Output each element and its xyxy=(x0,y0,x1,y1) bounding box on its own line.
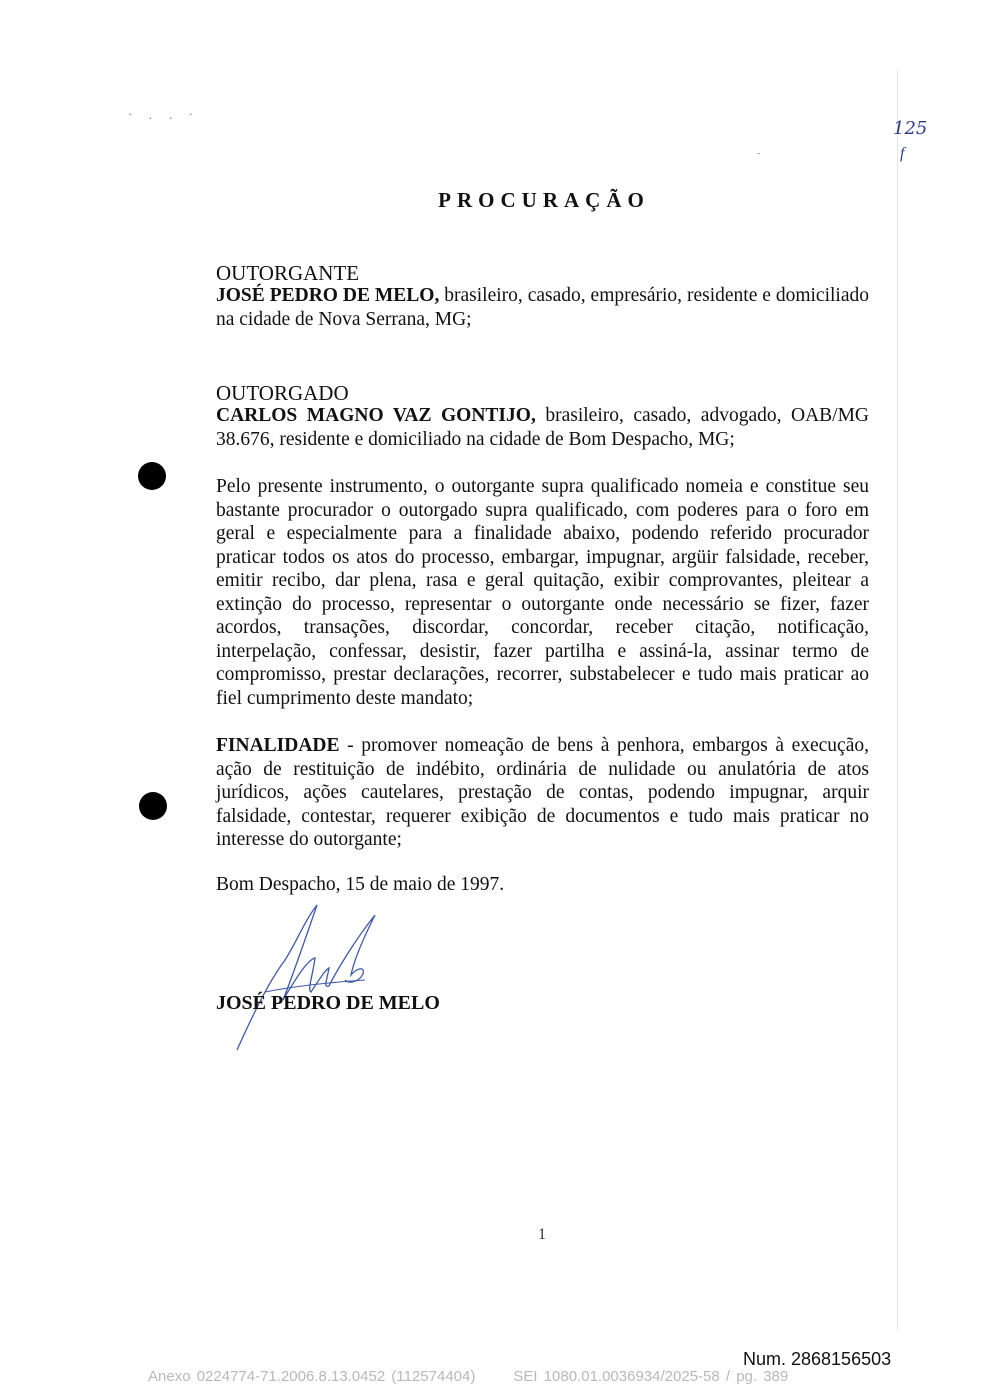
document-number: Num. 2868156503 xyxy=(743,1349,892,1369)
outorgado-text: brasileiro, casado, advogado, OAB/MG 38.676, residente e domiciliado na cidade de Bom Despacho, MG; xyxy=(216,405,870,450)
corner-ticks: ` · · ´ xyxy=(128,112,200,127)
handwritten-signature xyxy=(225,900,395,1060)
scan-edge-line xyxy=(897,70,898,1330)
poderes-paragraph: Pelo presente instrumento, o outorgante supra qualificado nomeia e constitue seu bastante procurador o outorgado supra qualificado, com poderes para o foro em geral e especialmente para a finalidade abaixo, podendo referido procurador praticar todos os atos do processo, embargar, impugnar, argüir falsidade, receber, emitir recibo, dar plena, rasa e geral quitação, exibir comprovantes, pleitear a extinção do processo, representar o outorgante onde necessário se fizer, fazer acordos, transações, discordar, concordar, receber citação, notificação, interpelação, confessar, desistir, fazer partilha e assiná-la, assinar termo de compromisso, prestar declarações, recorrer, substabelecer e tudo mais praticar ao fiel cumprimento deste mandato; xyxy=(216,476,869,709)
outorgado-name: CARLOS MAGNO VAZ GONTIJO, xyxy=(216,405,536,426)
scan-speck: - xyxy=(757,148,761,159)
document-title: PROCURAÇÃO xyxy=(438,188,650,212)
place-date: Bom Despacho, 15 de maio de 1997. xyxy=(216,874,505,895)
outorgado-paragraph xyxy=(216,404,869,451)
handwritten-mark: f xyxy=(900,145,905,162)
outorgante-heading: OUTORGANTE xyxy=(216,261,360,285)
sei-reference: SEI 1080.01.0036934/2025-58 / pg. 389 xyxy=(513,1368,789,1385)
signer-name: JOSÉ PEDRO DE MELO xyxy=(216,992,440,1014)
outorgante-name: JOSÉ PEDRO DE MELO, xyxy=(216,285,440,306)
finalidade-paragraph xyxy=(216,734,869,852)
annex-line xyxy=(148,1368,826,1385)
punch-hole-bottom xyxy=(139,792,167,820)
handwritten-page-number: 125 xyxy=(893,118,928,139)
page-number: 1 xyxy=(538,1226,546,1243)
outorgante-text: brasileiro, casado, empresário, residente e domiciliado na cidade de Nova Serrana, MG; xyxy=(216,285,869,330)
annex-reference: Anexo 0224774-71.2006.8.13.0452 (112574404) xyxy=(148,1368,476,1385)
finalidade-label: FINALIDADE xyxy=(216,735,340,756)
punch-hole-top xyxy=(138,462,166,490)
finalidade-text: - promover nomeação de bens à penhora, embargos à execução, ação de restituição de indébito, ordinária de nulidade ou anulatória de atos jurídicos, ações cautelares, prestação de contas, podendo impugnar, arquir falsidade, contestar, requerer exibição de documentos e tudo mais praticar no interesse do outorgante; xyxy=(216,735,869,850)
outorgado-heading: OUTORGADO xyxy=(216,381,349,405)
outorgante-paragraph xyxy=(216,284,869,331)
